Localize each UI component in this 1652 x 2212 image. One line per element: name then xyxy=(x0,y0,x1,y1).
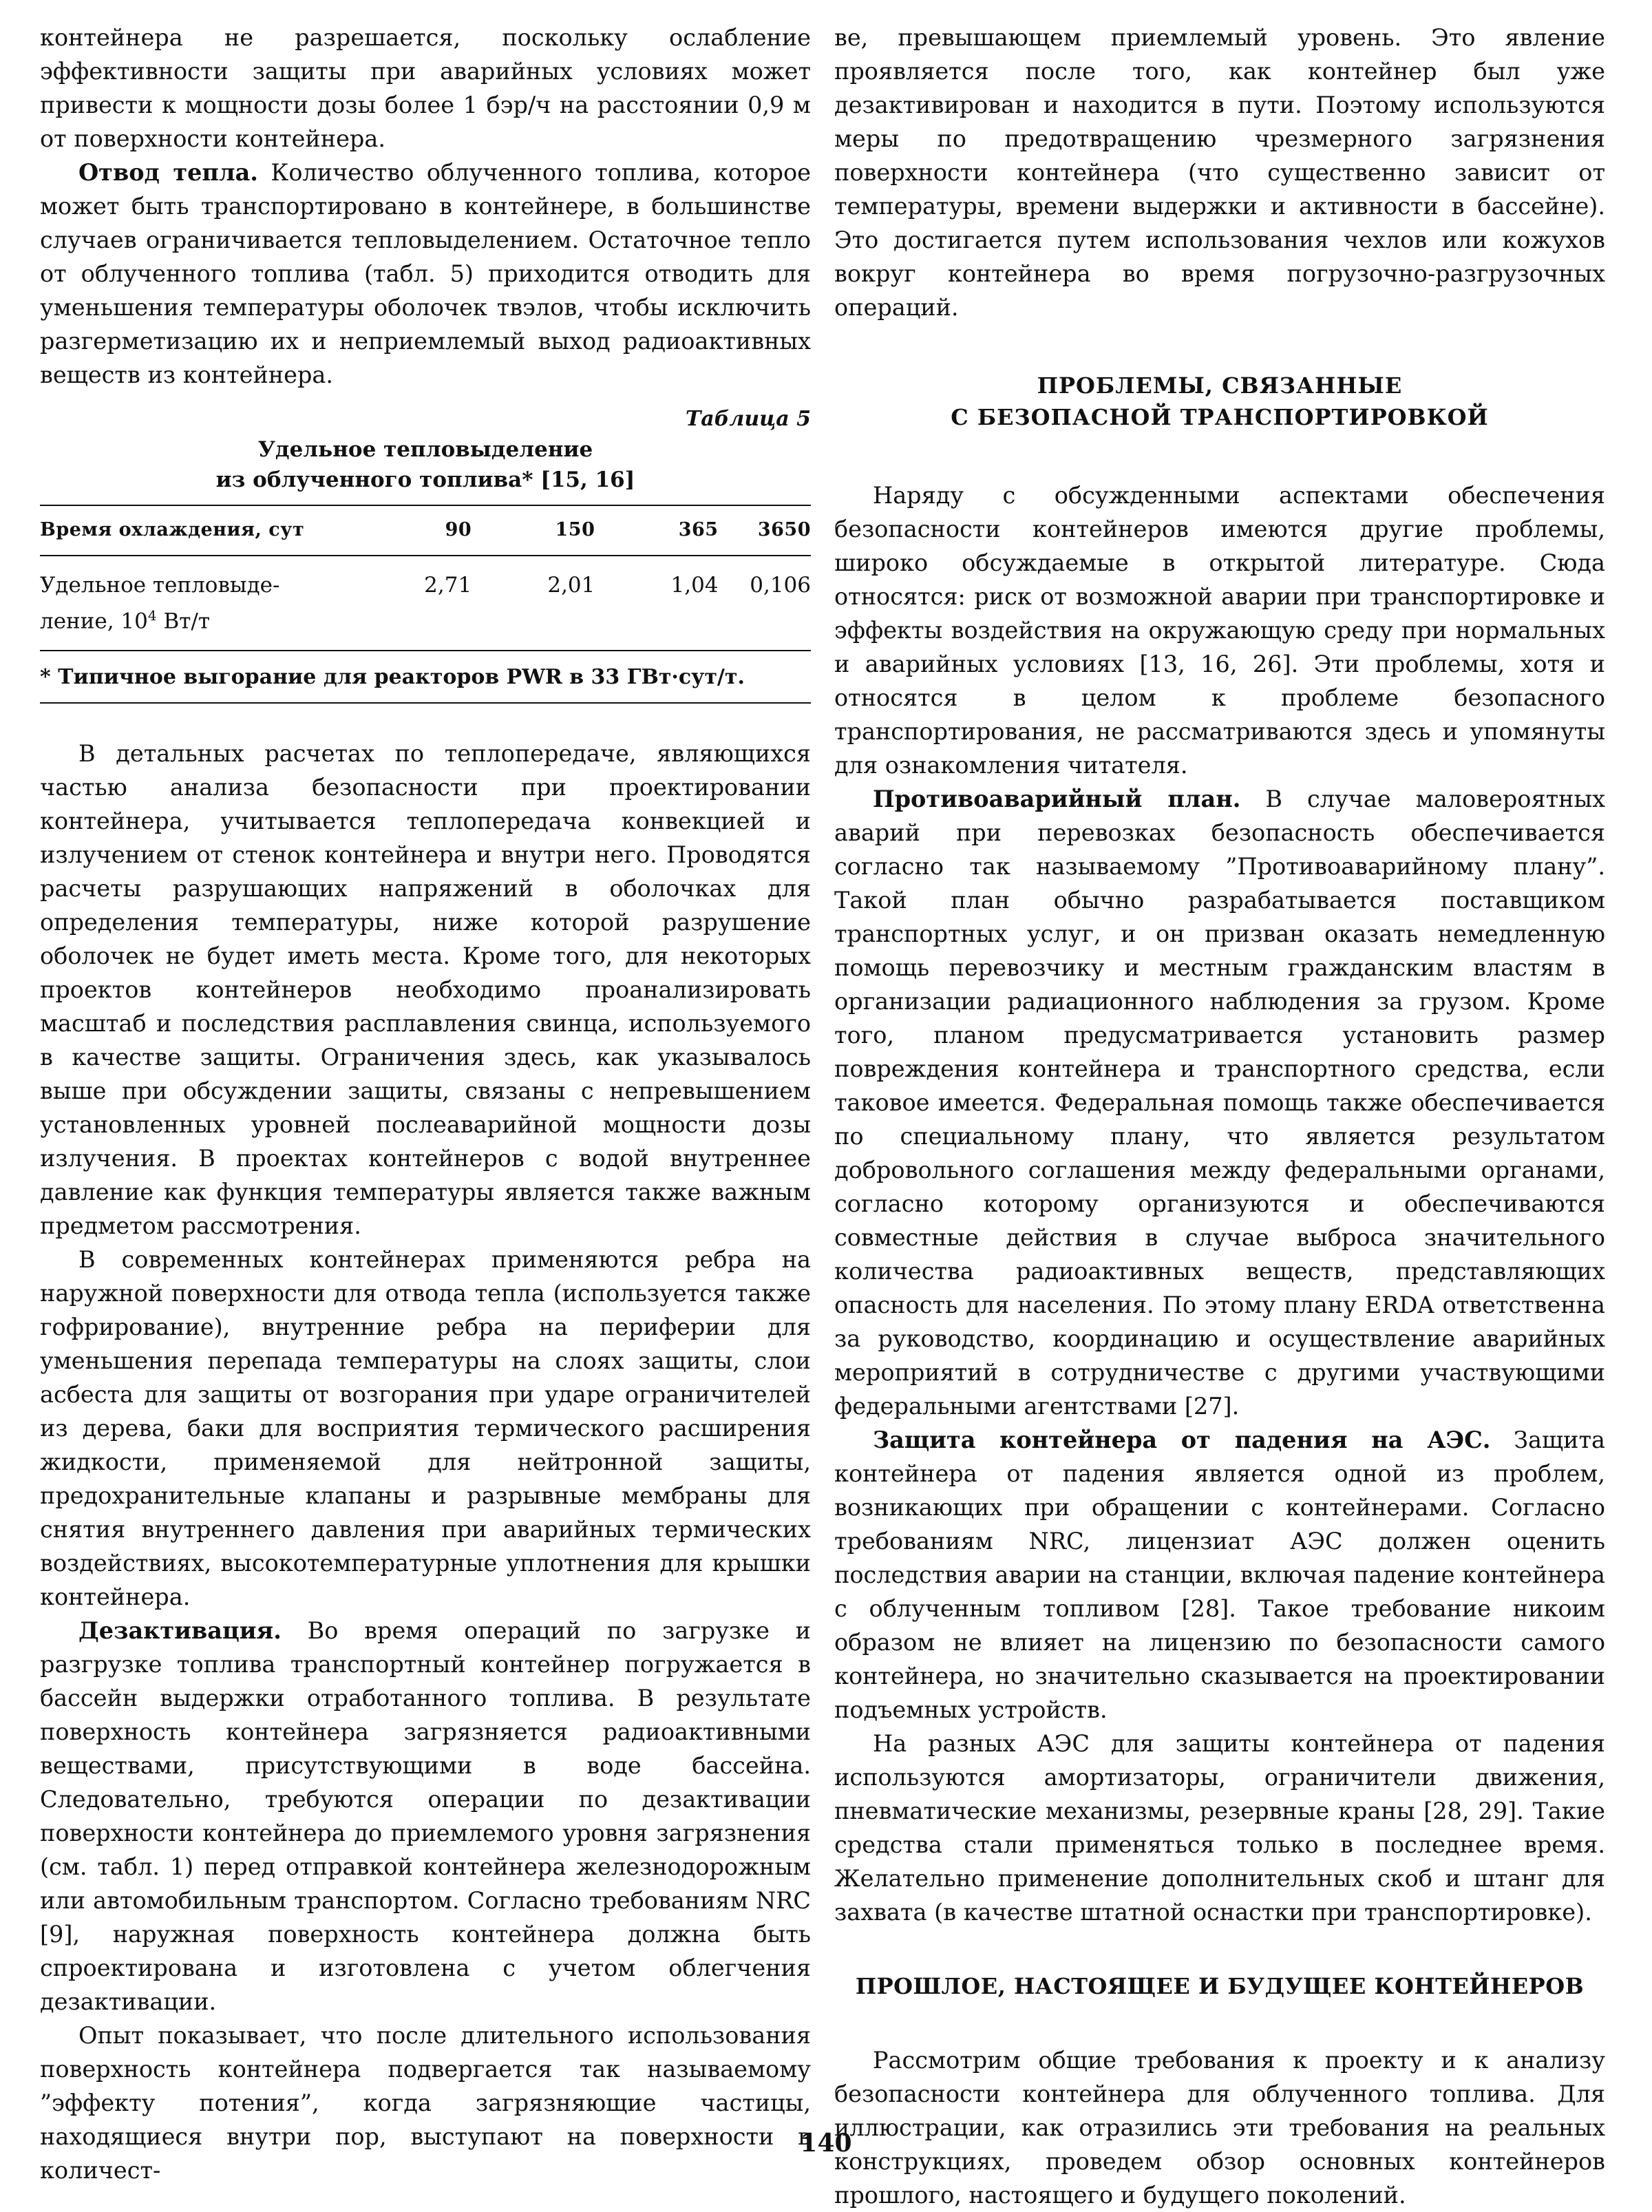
table-cell: Удельное тепловыде- ление, $10^4$ Вт/т xyxy=(40,573,280,634)
left-column xyxy=(40,21,811,2187)
paragraph: Защита контейнера от падения на АЭС. Защита контейнера от падения является одной из проблем, возникающих при обращении с контейнерами. Согласно требованиям NRC, лицензиат АЭС должен оценить последствия аварии на станции, включая падение контейнера с облученным топливом [28]. Такое требование никоим образом не влияет на лицензию по безопасности самого контейнера, но значительно сказывается на проектировании подъемных устройств. xyxy=(834,1426,1605,1723)
table-header-cell: 365 xyxy=(678,519,719,540)
run-in-heading: Защита контейнера от падения на АЭС. xyxy=(873,1426,1491,1453)
section-heading: ПРОШЛОЕ, НАСТОЯЩЕЕ И БУДУЩЕЕ КОНТЕЙНЕРОВ xyxy=(855,1973,1585,1999)
run-in-heading: Противоаварийный план. xyxy=(873,786,1241,812)
table-header-row xyxy=(40,506,811,555)
paragraph: На разных АЭС для защиты контейнера от падения используются амортизаторы, ограничители движения, пневматические механизмы, резервные краны [28, 29]. Такие средства стали применяться только в последнее время. Желательно применение дополнительных скоб и штанг для захвата (в качестве штатной оснастки при транспортировке). xyxy=(834,1730,1605,1926)
paragraph: Отвод тепла. Количество облученного топлива, которое может быть транспортировано в контейнере, в большинстве случаев ограничивается тепловыделением. Остаточное тепло от облученного топлива (табл. 5) приходится отводить для уменьшения температуры оболочек твэлов, чтобы исключить разгерметизацию их и неприемлемый выход радиоактивных веществ из контейнера. xyxy=(40,159,811,388)
table-cell: 2,71 xyxy=(424,573,472,598)
table-footnote: * Типичное выгорание для реакторов PWR в 33 ГВт·сут/т. xyxy=(40,665,745,690)
table-cell: 2,01 xyxy=(547,573,595,598)
table-header-cell: 3650 xyxy=(757,519,811,540)
page-number: 140 xyxy=(800,2129,852,2158)
paragraph: ве, превышающем приемлемый уровень. Это явление проявляется после того, как контейнер был уже дезактивирован и находится в пути. Поэтому используются меры по предотвращению чрезмерного загрязнения поверхности контейнера (что существенно зависит от температуры, времени выдержки и активности в бассейне). Это достигается путем использования чехлов или кожухов вокруг контейнера во время погрузочно-разгрузочных операций. xyxy=(834,24,1605,321)
run-in-heading: Отвод тепла. xyxy=(78,159,258,186)
table-caption: Таблица 5 xyxy=(685,407,811,431)
table-cell: 0,106 xyxy=(750,573,811,598)
paragraph: Противоаварийный план. В случае маловероятных аварий при перевозках безопасность обеспечивается согласно так называемому ”Противоаварийному плану”. Такой план обычно разрабатывается поставщиком транспортных услуг, и он призван оказать немедленную помощь перевозчику и местным гражданским властям в организации радиационного наблюдения за грузом. Кроме того, планом предусматривается установить размер повреждения контейнера и транспортного средства, если таковое имеется. Федеральная помощь также обеспечивается по специальному плану, что является результатом добровольного соглашения между федеральными органами, согласно которому организуются и обеспечиваются совместные действия в случае выброса значительного количества радиоактивных веществ, представляющих опасность для населения. По этому плану ERDA ответственна за руководство, координацию и осуществление аварийных мероприятий в сотрудничестве с другими участвующими федеральными агентствами [27]. xyxy=(834,786,1606,1420)
table-header-cell: 150 xyxy=(555,519,595,540)
paragraph: контейнера не разрешается, поскольку ослабление эффективности защиты при аварийных условиях может привести к мощности дозы более 1 бэр/ч на расстоянии 0,9 м от поверхности контейнера. xyxy=(40,24,811,152)
paragraph: Наряду с обсужденными аспектами обеспечения безопасности контейнеров имеются другие проблемы, широко обсуждаемые в открытой литературе. Сюда относятся: риск от возможной аварии при транспортировке и эффекты воздействия на окружающую среду при нормальных и аварийных условиях [13, 16, 26]. Эти проблемы, хотя и относятся в целом к проблеме безопасного транспортирования, не рассматриваются здесь и упомянуты для ознакомления читателя. xyxy=(834,482,1605,779)
right-column xyxy=(834,21,1605,2212)
data-table xyxy=(40,506,811,636)
table-cell: 1,04 xyxy=(670,573,719,598)
table-row xyxy=(40,556,811,636)
paragraph: Рассмотрим общие требования к проекту и к анализу безопасности контейнера для облученного топлива. Для иллюстрации, как отразились эти требования на реальных конструкциях, проведем обзор основных контейнеров прошлого, настоящего и будущего поколений. xyxy=(834,2047,1605,2209)
table-title: Удельное тепловыделение xyxy=(257,437,593,462)
table-5 xyxy=(40,404,811,704)
section-heading: С БЕЗОПАСНОЙ ТРАНСПОРТИРОВКОЙ xyxy=(951,404,1489,430)
paragraph: Опыт показывает, что после длительного использования поверхность контейнера подвергается так называемому ”эффекту потения”, когда загрязняющие частицы, находящиеся внутри пор, выступают на поверхности в количест- xyxy=(40,2022,811,2184)
run-in-heading: Дезактивация. xyxy=(78,1617,282,1645)
table-header-cell: Время охлаждения, сут xyxy=(40,519,305,540)
paragraph: В современных контейнерах применяются ребра на наружной поверхности для отвода тепла (используется также гофрирование), внутренние ребра на периферии для уменьшения перепада температуры на слоях защиты, слои асбеста для защиты от возгорания при ударе ограничителей из дерева, баки для восприятия термического расширения жидкости, применяемой для нейтронной защиты, предохранительные клапаны и разрывные мембраны для снятия внутреннего давления при аварийных термических воздействиях, высокотемпературные уплотнения для крышки контейнера. xyxy=(40,1246,811,1611)
paragraph: В детальных расчетах по теплопередаче, являющихся частью анализа безопасности при проектировании контейнера, учитывается теплопередача конвекцией и излучением от стенок контейнера и внутри него. Проводятся расчеты разрушающих напряжений в оболочках для определения температуры, ниже которой разрушение оболочек не будет иметь места. Кроме того, для некоторых проектов контейнеров необходимо проанализировать масштаб и последствия расплавления свинца, используемого в качестве защиты. Ограничения здесь, как указывалось выше при обсуждении защиты, связаны с непревышением установленных уровней послеаварийной мощности дозы излучения. В проектах контейнеров с водой внутреннее давление как функция температуры является также важным предметом рассмотрения. xyxy=(40,740,811,1240)
table-header-cell: 90 xyxy=(445,519,472,540)
table-title: из облученного топлива* [15, 16] xyxy=(215,467,635,492)
paragraph: Дезактивация. Во время операций по загрузке и разгрузке топлива транспортный контейнер погружается в бассейн выдержки отработанного топлива. В результате поверхность контейнера загрязняется радиоактивными веществами, присутствующими в воде бассейна. Следовательно, требуются операции по дезактивации поверхности контейнера до приемлемого уровня загрязнения (см. табл. 1) перед отправкой контейнера железнодорожным или автомобильным транспортом. Согласно требованиям NRC [9], наружная поверхность контейнера должна быть спроектирована и изготовлена с учетом облегчения дезактивации. xyxy=(40,1617,811,2016)
section-heading: ПРОБЛЕМЫ, СВЯЗАННЫЕ xyxy=(1037,372,1403,399)
